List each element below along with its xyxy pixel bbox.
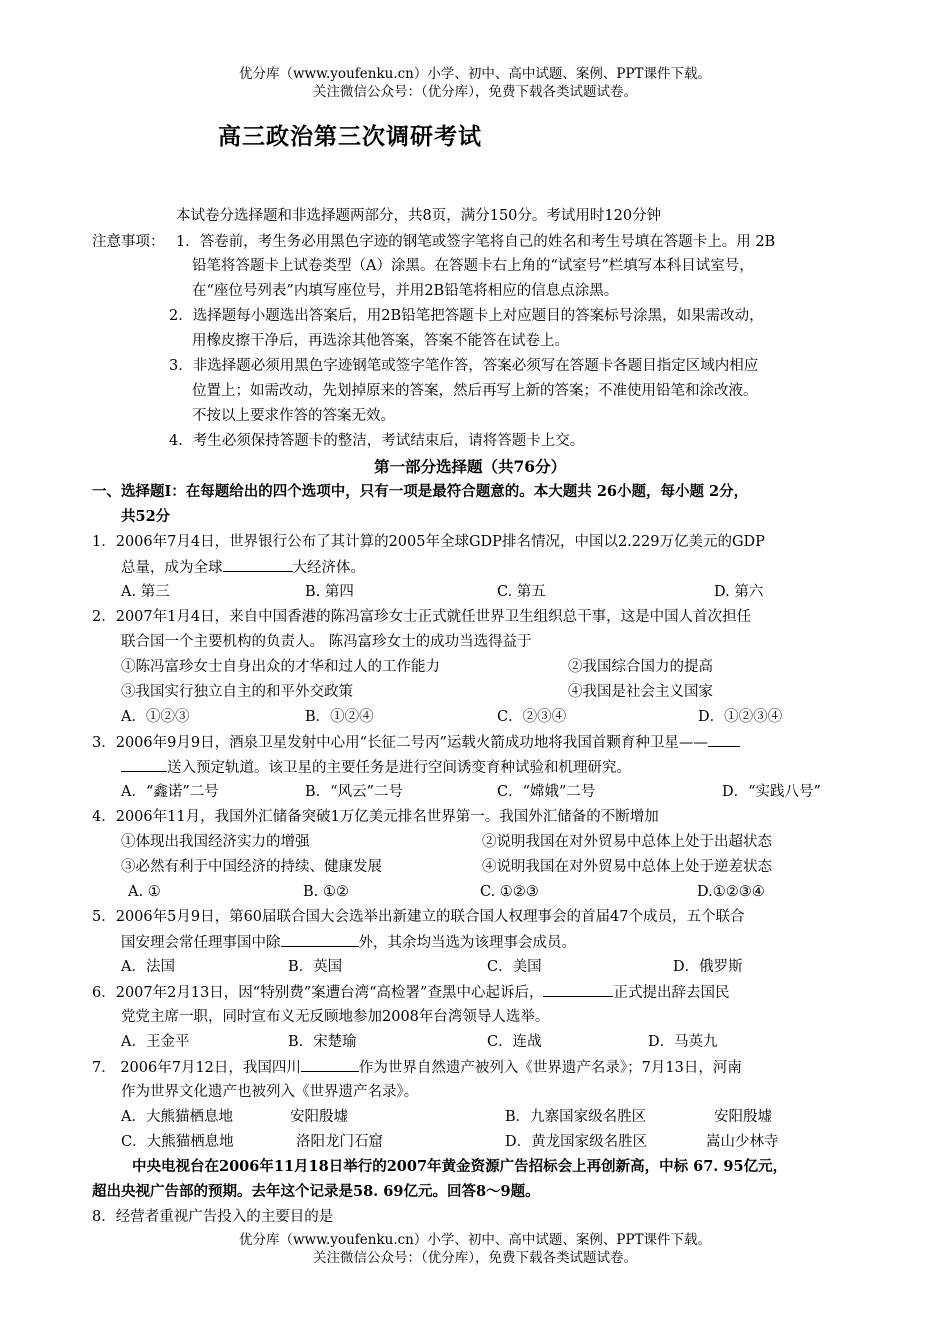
q7-blank — [301, 1057, 359, 1072]
q3-blank-2 — [121, 757, 167, 772]
header-line-1: 优分库（www.youfenku.cn）小学、初中、高中试题、案例、PPT课件下载。 — [238, 66, 712, 82]
q6-stem-2: 党党主席一职，同时宣布义无反顾地参加2008年台湾领导人选举。 — [121, 1009, 550, 1025]
q5-option-d: D．俄罗斯 — [673, 959, 743, 975]
q7-option-c-2: 洛阳龙门石窟 — [296, 1134, 383, 1150]
q5-option-b: B．英国 — [288, 959, 343, 975]
q1-stem-1: 1．2006年7月4日，世界银行公布了其计算的2005年全球GDP排名情况，中国以2.229万亿美元的GDP — [92, 534, 765, 550]
q7-option-d-1: D．黄龙国家级名胜区 — [505, 1134, 648, 1150]
q2-stem-2: 联合国一个主要机构的负责人。 陈冯富珍女士的成功当选得益于 — [121, 634, 532, 650]
q7-option-c-1: C．大熊猫栖息地 — [121, 1134, 234, 1150]
q7-option-a-1: A．大熊猫栖息地 — [121, 1109, 233, 1125]
q4-option-c: C. ①②③ — [480, 884, 539, 900]
q2-statement-2: ②我国综合国力的提高 — [568, 659, 713, 675]
notice-4: 4．考生必须保持答题卡的整洁，考试结束后，请将答题卡上交。 — [169, 433, 585, 449]
q6-blank — [543, 982, 613, 997]
notice-1c: 在“座位号列表”内填写座位号，并用2B铅笔将相应的信息点涂黑。 — [192, 283, 619, 299]
q2-option-d: D．①②③④ — [698, 709, 783, 725]
q3-option-a: A．“鑫诺”二号 — [121, 784, 219, 800]
q6-option-c: C．连战 — [487, 1034, 542, 1050]
notice-3a: 3．非选择题必须用黑色字迹钢笔或签字笔作答，答案必须写在答题卡各题目指定区域内相应 — [169, 358, 759, 374]
notice-3c: 不按以上要求作答的答案无效。 — [192, 408, 395, 424]
q6-stem-1: 6．2007年2月13日，因“特别费”案遭台湾“高检署”查黑中心起诉后， 正式提出辞去国民 — [92, 982, 729, 1003]
q5-option-a: A．法国 — [121, 959, 175, 975]
q5-option-c: C．美国 — [487, 959, 542, 975]
q7-option-b-2: 安阳殷墟 — [714, 1109, 772, 1125]
q2-statement-3: ③我国实行独立自主的和平外交政策 — [121, 684, 353, 700]
q2-option-a: A．①②③ — [121, 709, 190, 725]
q4-statement-4: ④说明我国在对外贸易中总体上处于逆差状态 — [482, 859, 772, 875]
q7-option-a-2: 安阳殷墟 — [290, 1109, 348, 1125]
exam-intro: 本试卷分选择题和非选择题两部分，共8页，满分150分。考试用时120分钟 — [176, 208, 662, 224]
q5-stem-1: 5．2006年5月9日，第60届联合国大会选举出新建立的联合国人权理事会的首届47个成员，五个联合 — [92, 909, 745, 925]
q4-statement-2: ②说明我国在对外贸易中总体上处于出超状态 — [482, 834, 772, 850]
notice-2a: 2．选择题每小题选出答案后，用2B铅笔把答题卡上对应题目的答案标号涂黑，如果需改动， — [169, 308, 764, 324]
part1-title: 第一部分选择题（共76分） — [374, 457, 567, 476]
q3-stem-1: 3．2006年9月9日，酒泉卫星发射中心用“长征二号丙”运载火箭成功地将我国首颗育种卫星—— — [92, 732, 740, 753]
q2-option-b: B．①②④ — [305, 709, 374, 725]
q4-statement-1: ①体现出我国经济实力的增强 — [121, 834, 310, 850]
q3-option-c: C．“嫦娥”二号 — [497, 784, 596, 800]
footer-line-2: 关注微信公众号：（优分库），免费下载各类试题试卷。 — [313, 1250, 637, 1266]
notice-2b: 用橡皮擦干净后，再选涂其他答案，答案不能答在试卷上。 — [192, 333, 569, 349]
q3-option-b: B．“风云”二号 — [305, 784, 403, 800]
q3-blank-1 — [708, 732, 740, 747]
q6-option-b: B．宋楚瑜 — [288, 1034, 357, 1050]
q3-stem-2: 送入预定轨道。该卫星的主要任务是进行空间诱变育种试验和机理研究。 — [121, 757, 631, 778]
q1-blank — [223, 557, 293, 572]
exam-title: 高三政治第三次调研考试 — [218, 123, 482, 150]
section1-line1: 一、选择题Ⅰ：在每题给出的四个选项中，只有一项是最符合题意的。本大题共 26小题，每小题 2分， — [92, 483, 749, 500]
q7-stem-2: 作为世界文化遗产也被列入《世界遗产名录》。 — [121, 1084, 419, 1100]
q5-stem-2: 国安理会常任理事国中除 外，其余均当选为该理事会成员。 — [121, 932, 576, 953]
q7-stem-1: 7． 2006年7月12日，我国四川 作为世界自然遗产被列入《世界遗产名录》；7月13日，河南 — [92, 1057, 742, 1078]
q1-option-a: A. 第三 — [121, 584, 170, 600]
q1-option-d: D. 第六 — [714, 584, 764, 600]
q7-option-d-2: 嵩山少林寺 — [706, 1134, 779, 1150]
q6-option-a: A．王金平 — [121, 1034, 190, 1050]
notice-label: 注意事项： — [92, 234, 165, 250]
q5-blank — [281, 932, 359, 947]
material-line-1: 中央电视台在2006年11月18日举行的2007年黄金资源广告招标会上再创新高，中标 67. 95亿元， — [132, 1158, 788, 1175]
header-line-2: 关注微信公众号：（优分库），免费下载各类试题试卷。 — [313, 84, 637, 100]
section1-line2: 共52分 — [121, 508, 171, 525]
q7-option-b-1: B．九寨国家级名胜区 — [505, 1109, 647, 1125]
material-line-2: 超出央视广告部的预期。去年这个记录是58. 69亿元。回答8～9题。 — [92, 1183, 540, 1200]
notice-3b: 位置上；如需改动，先划掉原来的答案，然后再写上新的答案；不准使用铅笔和涂改液。 — [192, 383, 758, 399]
q8-stem: 8．经营者重视广告投入的主要目的是 — [92, 1209, 334, 1225]
q4-statement-3: ③必然有利于中国经济的持续、健康发展 — [121, 859, 382, 875]
q2-statement-4: ④我国是社会主义国家 — [568, 684, 713, 700]
q1-option-b: B. 第四 — [305, 584, 354, 600]
notice-1b: 铅笔将答题卡上试卷类型（A）涂黑。在答题卡右上角的“试室号”栏填写本科目试室号， — [192, 258, 754, 274]
q4-option-d: D.①②③④ — [697, 884, 765, 900]
q4-option-b: B. ①② — [303, 884, 349, 900]
q2-stem-1: 2．2007年1月4日，来自中国香港的陈冯富珍女士正式就任世界卫生组织总干事，这是中国人首次担任 — [92, 609, 752, 625]
q4-option-a: A. ① — [128, 884, 161, 900]
q1-option-c: C. 第五 — [497, 584, 546, 600]
q6-option-d: D．马英九 — [648, 1034, 718, 1050]
q3-option-d: D．“实践八号” — [722, 784, 821, 800]
q1-stem-2: 总量，成为全球 大经济体。 — [121, 557, 365, 578]
q2-option-c: C．②③④ — [497, 709, 567, 725]
footer-line-1: 优分库（www.youfenku.cn）小学、初中、高中试题、案例、PPT课件下载。 — [238, 1232, 712, 1248]
notice-1a: 1．答卷前，考生务必用黑色字迹的钢笔或签字笔将自己的姓名和考生号填在答题卡上。用 2B — [176, 234, 776, 250]
q4-stem: 4．2006年11月，我国外汇储备突破1万亿美元排名世界第一。我国外汇储备的不断增加 — [92, 809, 659, 825]
q2-statement-1: ①陈冯富珍女士自身出众的才华和过人的工作能力 — [121, 659, 440, 675]
